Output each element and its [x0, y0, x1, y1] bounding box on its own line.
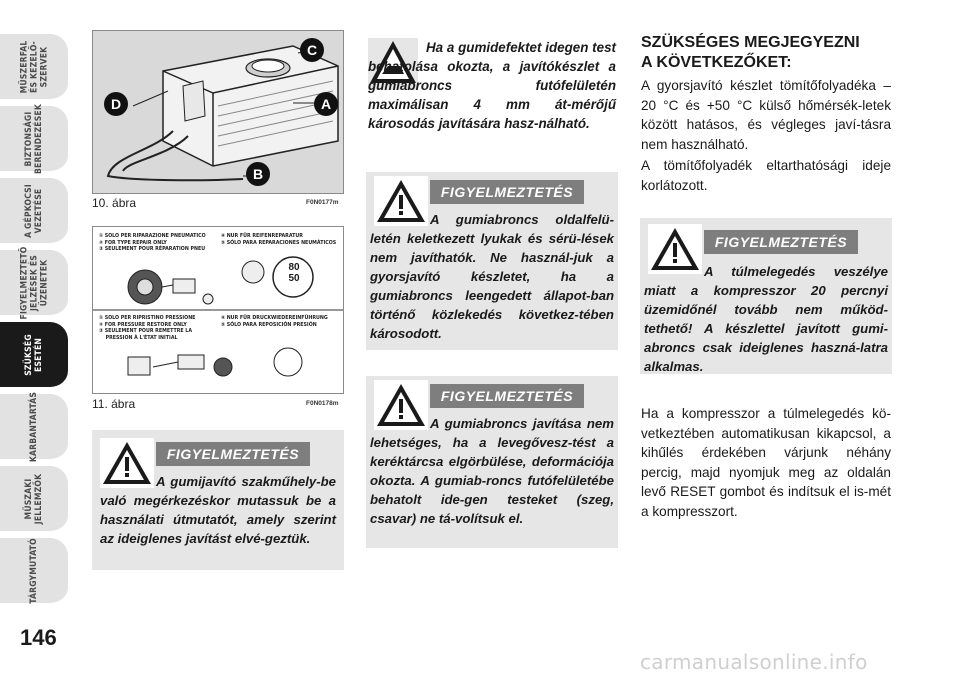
tab-biztonsagi[interactable]: [0, 103, 68, 174]
figure-11-instruction-label: [92, 226, 344, 394]
tab-vezetes[interactable]: [0, 178, 68, 245]
tab-label: MŰSZERFAL ÉS KEZELŐ- SZERVEK: [19, 40, 49, 93]
figure-11-code: F0N0178m: [306, 400, 339, 407]
paragraph-1: A gyorsjavító készlet tömítőfolyadéka –20 °C és +50 °C külső hőmérsék-letek között hatásos, és végleges javí-tásra nem használható.: [641, 78, 891, 152]
instr-bottom-right: ④ NUR FÜR DRUCKWIEDEREINFÜHRUNG ⑤ SÓLO PARA REPOSICIÓN PRESIÓN: [221, 315, 328, 328]
watermark: carmanualsonline.info: [640, 650, 868, 674]
callout-a: A: [314, 92, 338, 116]
tab-szukseg-eseten[interactable]: [0, 322, 68, 389]
speed-sign-values: [285, 262, 303, 284]
warning-text-col2-2: A gumiabroncs javítása nem lehetséges, ha a levegővesz-tést a keréktárcsa elgörbülése, deformációja okozta. A gumiab-roncs futófelületébe behatolt ide-gen testeket (szeg, csavar) ne tá-volítsuk el.: [370, 416, 614, 526]
warning-heading: FIGYELMEZTETÉS: [430, 384, 584, 408]
paragraph-3: Ha a kompresszor a túlmelegedés kö-vetkeztében automatikusan kikapcsol, a kihűlés érdekében várjunk néhány percig, majd nyomjuk meg az oldalán levő RESET gombot és indítsuk el is-mét a kompresszort.: [641, 406, 891, 519]
page-number: 146: [20, 625, 57, 650]
warning-text-col3: A túlmelegedés veszélye miatt a kompresszor 20 percnyi üzemidőnél tovább nem működ-tethető! A készlettel javított gumi-abroncs csak ideiglenes haszná-latra alkalmas.: [644, 264, 888, 374]
figure-11-caption: 11. ábra: [92, 397, 136, 411]
warning-heading: FIGYELMEZTETÉS: [430, 180, 584, 204]
tab-muszerfal[interactable]: [0, 34, 68, 101]
instr-bottom-left: ① SOLO PER RIPRISTINO PRESSIONE ② FOR PRESSURE RESTORE ONLY ③ SEULEMENT POUR REMETTRE LA PRESSION À L'ÉTAT INITIAL: [99, 315, 196, 341]
instr-top-right: ④ NUR FÜR REIFENREPARATUR ⑤ SÓLO PARA REPARACIONES NEUMÁTICOS: [221, 233, 337, 246]
figure-10-code: F0N0177m: [306, 199, 339, 206]
tab-targymutato[interactable]: [0, 538, 68, 605]
tab-label: FIGYELMEZTETŐ JELZÉSEK ÉS ÜZENETEK: [19, 246, 49, 319]
warning-heading: FIGYELMEZTETÉS: [704, 230, 858, 254]
callout-b: B: [246, 162, 270, 186]
paragraph-2: A tömítőfolyadék eltarthatósági ideje korlátozott.: [641, 158, 891, 193]
instr-top-left: ① SOLO PER RIPARAZIONE PNEUMATICO ② FOR TYPE REPAIR ONLY ③ SEULEMENT POUR RÉPARATION PNEU: [99, 233, 206, 253]
note-text-col2: Ha a gumidefektet idegen test behatolása okozta, a javítókészlet a gumiabroncs futófelületén maximálisan 4 mm át-mérőjű károsodás javítására hasz-nálható.: [368, 40, 616, 131]
tab-label: KARBANTARTÁS: [29, 391, 39, 462]
figure-10-caption: 10. ábra: [92, 196, 137, 210]
tab-muszaki[interactable]: [0, 466, 68, 533]
tab-label: A GÉPKOCSI VEZETÉSE: [23, 183, 44, 238]
speed-value: 80: [288, 262, 300, 273]
tab-karbantartas[interactable]: [0, 391, 68, 462]
section-heading: SZÜKSÉGES MEGJEGYEZNI A KÖVETKEZŐKET:: [641, 34, 860, 71]
tab-label: BIZTONSÁGI BERENDEZÉSEK: [24, 103, 45, 174]
callout-c: C: [300, 38, 324, 62]
tab-figyelmezteto[interactable]: [0, 246, 68, 319]
speed-value: 50: [288, 273, 300, 284]
tab-label: TÁRGYMUTATÓ: [28, 537, 39, 604]
warning-text-col1: A gumijavító szakműhely-be való megérkezéskor mutassuk be a használati útmutatót, amely szerint az ideiglenes javítást elvé-geztük.: [100, 474, 336, 546]
tab-label: SZÜKSÉG ESETÉN: [23, 333, 44, 376]
tab-label: MŰSZAKI JELLEMZŐK: [23, 473, 44, 524]
callout-d: D: [104, 92, 128, 116]
warning-text-col2-1: A gumiabroncs oldalfelü-letén keletkezett lyukak és sérü-lések nem javíthatók. Ne használ-juk a gyorsjavító készletet, ha a gumiabroncs leengedett állapot-ban történő közlekedés következ-tében károsodott.: [370, 212, 614, 341]
warning-heading: FIGYELMEZTETÉS: [156, 442, 310, 466]
